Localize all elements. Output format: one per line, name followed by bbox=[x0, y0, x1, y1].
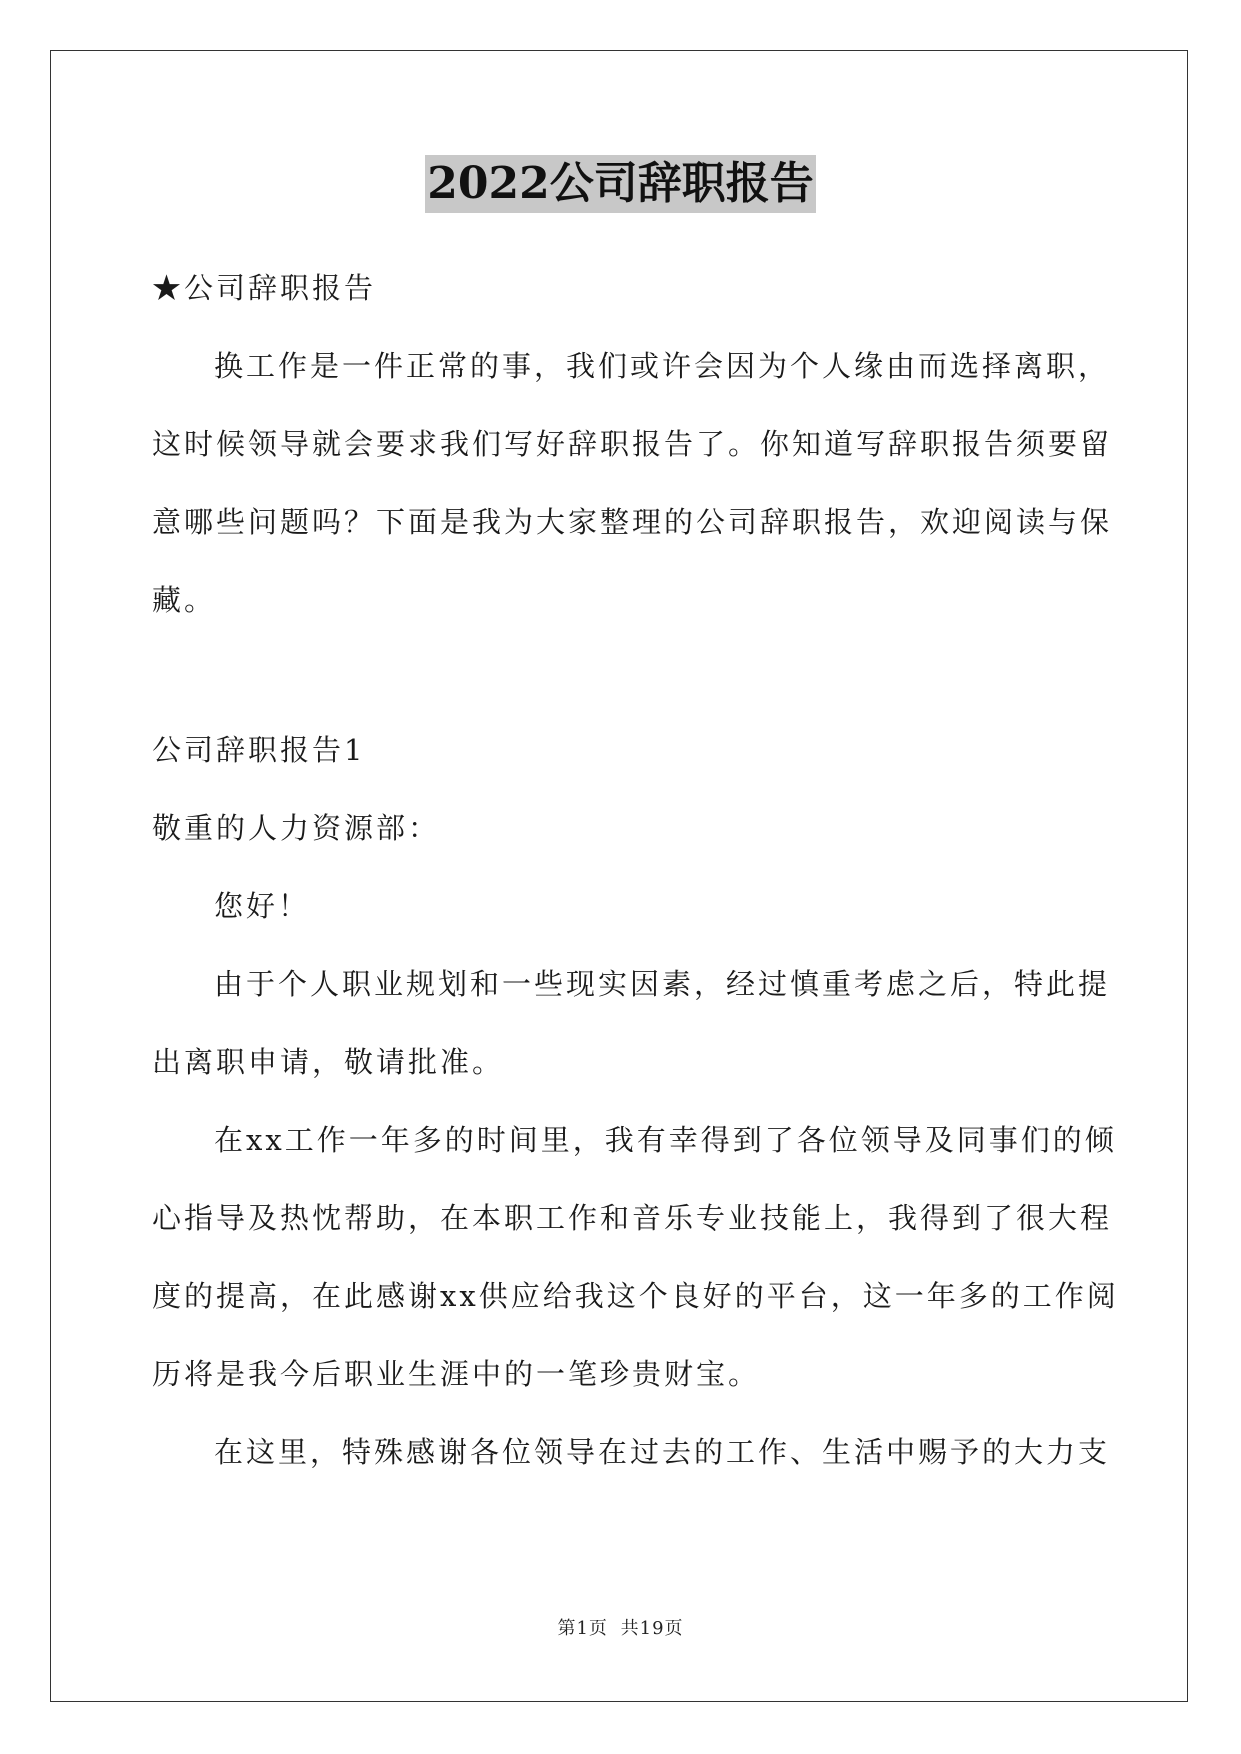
document-subtitle: ★公司辞职报告 bbox=[152, 271, 377, 305]
paragraph-line: 在这里，特殊感谢各位领导在过去的工作、生活中赐予的大力支 bbox=[214, 1435, 1111, 1469]
paragraph-line: 历将是我今后职业生涯中的一笔珍贵财宝。 bbox=[152, 1357, 761, 1391]
greeting: 您好！ bbox=[214, 889, 311, 923]
page-footer bbox=[0, 1614, 1241, 1640]
paragraph-line: 出离职申请，敬请批准。 bbox=[152, 1045, 505, 1079]
intro-line: 换工作是一件正常的事，我们或许会因为个人缘由而选择离职， bbox=[214, 349, 1111, 383]
paragraph-3 bbox=[152, 1432, 1111, 1472]
intro-line: 这时候领导就会要求我们写好辞职报告了。你知道写辞职报告须要留 bbox=[152, 427, 1113, 461]
paragraph-2 bbox=[152, 1120, 1119, 1394]
paragraph-1 bbox=[152, 964, 1111, 1082]
paragraph-line: 由于个人职业规划和一些现实因素，经过慎重考虑之后，特此提 bbox=[214, 967, 1111, 1001]
intro-paragraph bbox=[152, 346, 1113, 620]
document-body bbox=[152, 268, 1119, 1510]
paragraph-line: 在xx工作一年多的时间里，我有幸得到了各位领导及同事们的倾 bbox=[214, 1123, 1117, 1157]
paragraph-line: 度的提高，在此感谢xx供应给我这个良好的平台，这一年多的工作阅 bbox=[152, 1279, 1119, 1313]
total-pages: 共19页 bbox=[620, 1618, 684, 1639]
document-title: 2022公司辞职报告 bbox=[425, 155, 815, 213]
page-number: 第1页 bbox=[557, 1618, 608, 1639]
salutation: 敬重的人力资源部： bbox=[152, 811, 441, 845]
section-heading: 公司辞职报告1 bbox=[152, 733, 366, 767]
intro-line: 意哪些问题吗？下面是我为大家整理的公司辞职报告，欢迎阅读与保 bbox=[152, 505, 1113, 539]
title-container bbox=[0, 155, 1241, 213]
paragraph-line: 心指导及热忱帮助，在本职工作和音乐专业技能上，我得到了很大程 bbox=[152, 1201, 1113, 1235]
intro-line: 藏。 bbox=[152, 583, 217, 617]
